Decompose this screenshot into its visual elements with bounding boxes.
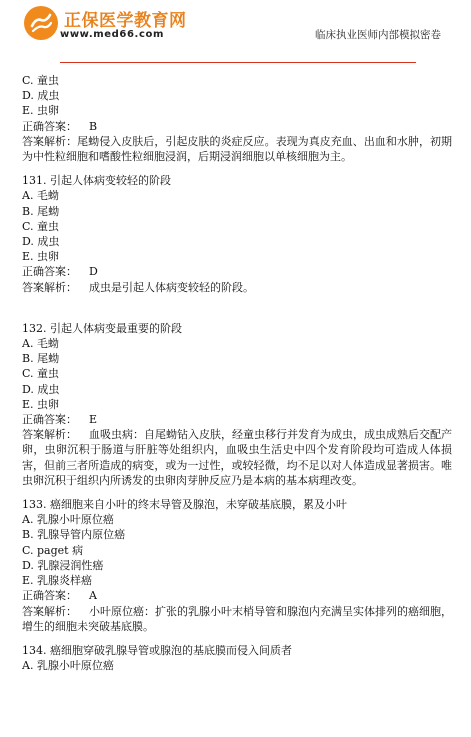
answer-row xyxy=(22,412,452,427)
answer-label: 正确答案： xyxy=(22,265,77,279)
document-title: 临床执业医师内部模拟密卷 xyxy=(315,29,441,41)
option: A. 毛蚴 xyxy=(22,189,59,203)
question-block-134 xyxy=(22,643,452,673)
option: B. 乳腺导管内原位癌 xyxy=(22,528,126,542)
explanation xyxy=(22,280,452,295)
explanation xyxy=(22,427,452,488)
option: D. 成虫 xyxy=(22,89,60,103)
question-block-132 xyxy=(22,321,452,488)
option: E. 虫卵 xyxy=(22,104,60,118)
explanation-text: 尾蚴侵入皮肤后，引起皮肤的炎症反应。表现为真皮充血、出血和水肿，初期为中性粒细胞和嗜酸性粒细胞浸润，后期浸润细胞以单核细胞为主。 xyxy=(22,134,453,164)
question-block-131 xyxy=(22,173,452,295)
option: E. 虫卵 xyxy=(22,250,60,264)
answer-row xyxy=(22,588,452,603)
question-stem: 133. 癌细胞来自小叶的终末导管及腺泡，未穿破基底膜，累及小叶 xyxy=(22,498,347,512)
option: C. 童虫 xyxy=(22,219,60,233)
option: A. 乳腺小叶原位癌 xyxy=(22,659,114,673)
question-stem: 131. 引起人体病变较轻的阶段 xyxy=(22,174,171,188)
header-divider xyxy=(60,62,416,63)
answer-value: D xyxy=(89,265,98,279)
question-stem: 132. 引起人体病变最重要的阶段 xyxy=(22,321,182,335)
answer-label: 正确答案： xyxy=(22,589,77,603)
answer-value: B xyxy=(89,119,98,133)
option: D. 乳腺浸润性癌 xyxy=(22,558,104,572)
explanation-label: 答案解析： xyxy=(22,604,77,618)
answer-label: 正确答案： xyxy=(22,119,77,133)
answer-row xyxy=(22,119,452,134)
option: C. 童虫 xyxy=(22,74,60,87)
logo-url[interactable]: www.med66.com xyxy=(60,29,164,40)
explanation xyxy=(22,604,452,634)
answer-value: A xyxy=(89,589,97,603)
option: A. 乳腺小叶原位癌 xyxy=(22,513,114,527)
explanation-label: 答案解析： xyxy=(22,428,77,442)
explanation xyxy=(22,134,452,164)
option: C. 童虫 xyxy=(22,367,60,381)
answer-value: E xyxy=(89,413,98,427)
explanation-label: 答案解析： xyxy=(22,134,78,148)
option: E. 乳腺炎样癌 xyxy=(22,574,93,588)
question-stem: 134. 癌细胞穿破乳腺导管或腺泡的基底膜而侵入间质者 xyxy=(22,643,292,657)
exam-content xyxy=(22,73,452,673)
option: D. 成虫 xyxy=(22,382,60,396)
explanation-text: 成虫是引起人体病变较轻的阶段。 xyxy=(89,280,254,294)
logo-name: 正保医学教育网 xyxy=(64,11,187,31)
option: C. paget 病 xyxy=(22,543,84,557)
option: B. 尾蚴 xyxy=(22,352,60,366)
answer-row xyxy=(22,264,452,279)
explanation-text: 小叶原位癌：扩张的乳腺小叶末梢导管和腺泡内充满呈实体排列的癌细胞，增生的细胞未突破基底膜。 xyxy=(22,604,452,633)
option: E. 虫卵 xyxy=(22,397,60,411)
explanation-label: 答案解析： xyxy=(22,280,77,294)
option: B. 尾蚴 xyxy=(22,204,60,218)
page-header xyxy=(0,0,471,62)
option: A. 毛蚴 xyxy=(22,337,59,351)
option: D. 成虫 xyxy=(22,235,60,249)
explanation-text: 血吸虫病：自尾蚴钻入皮肤，经童虫移行并发育为成虫，成虫成熟后交配产卵，虫卵沉积于肠道与肝脏等处组织内，血吸虫生活史中四个发育阶段均可造成人体损害，但前三者所造成的病变，或为一过性，或较轻微，均不足以对人体造成显著损害。唯虫卵沉积于组织内所诱发的虫卵肉芽肿反应乃是本病的基本病理改变。 xyxy=(22,428,452,487)
answer-label: 正确答案： xyxy=(22,413,77,427)
question-block-prev xyxy=(22,73,452,164)
logo-icon xyxy=(24,6,58,40)
question-block-133 xyxy=(22,497,452,634)
